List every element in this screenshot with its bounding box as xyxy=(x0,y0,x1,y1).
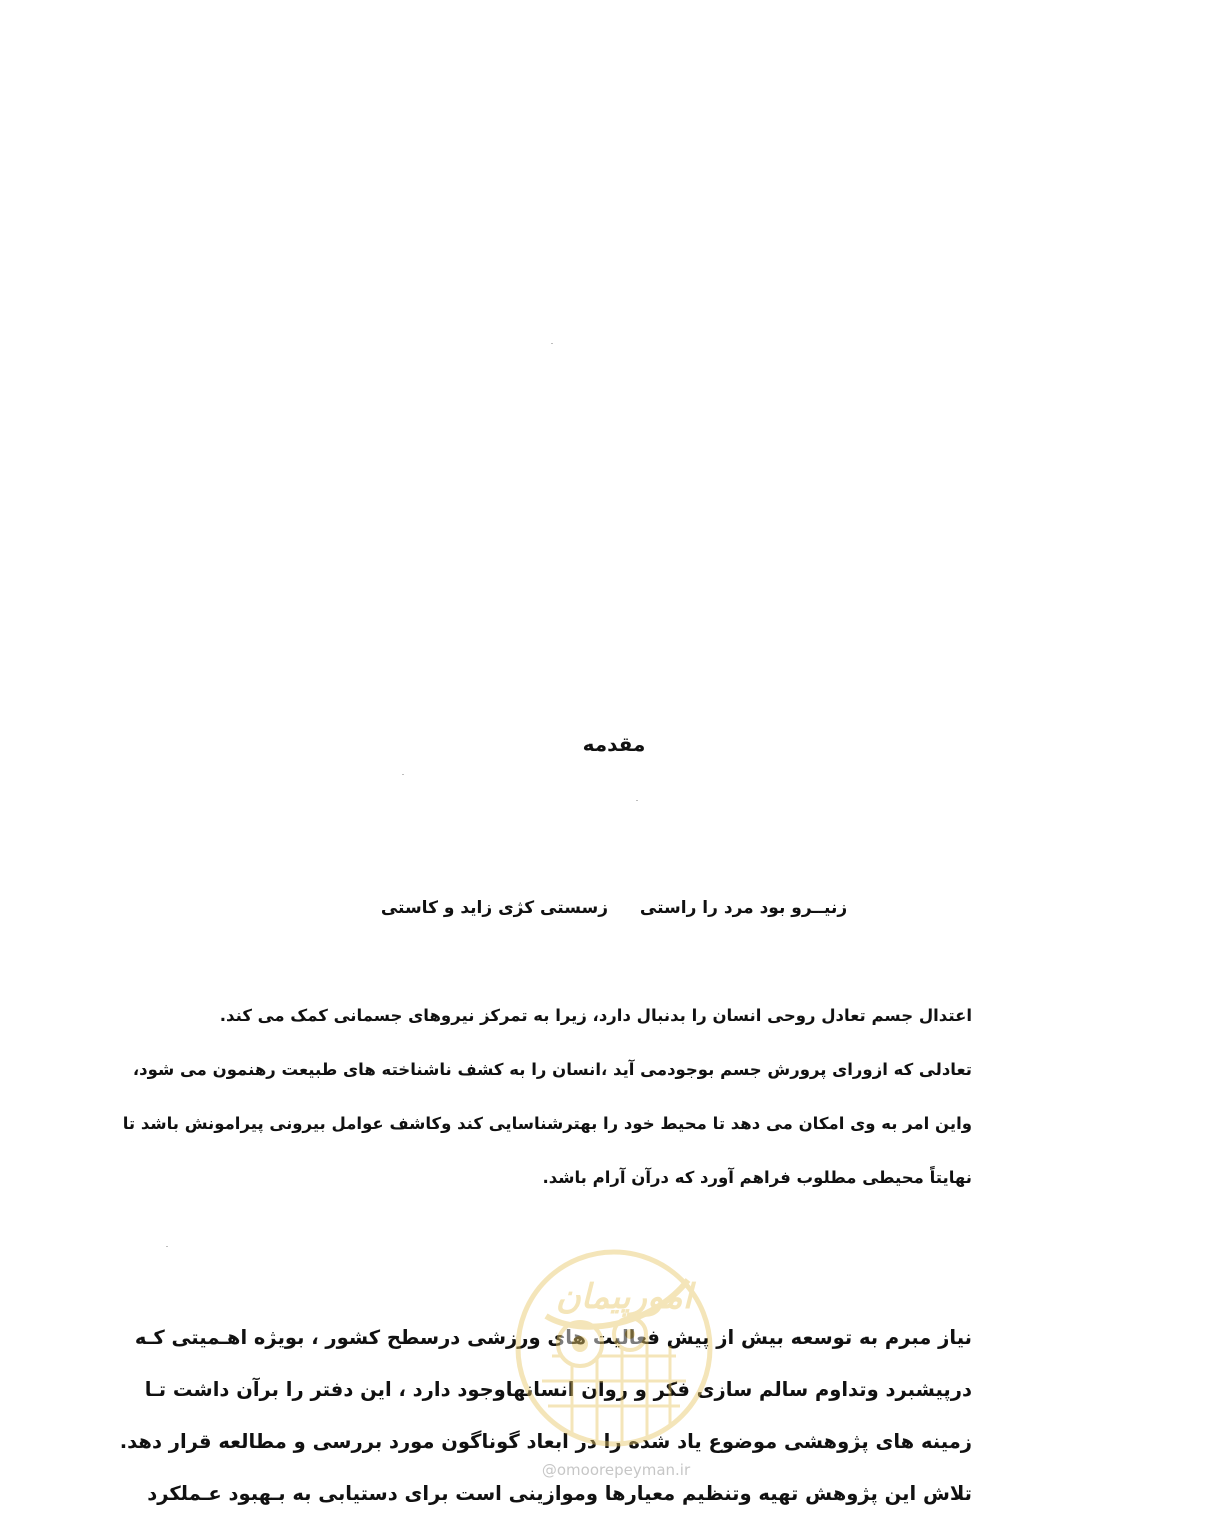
scan-speck xyxy=(551,343,553,344)
intro-line: نهایتاً محیطی مطلوب فراهم آورد که درآن آرام باشد. xyxy=(542,1168,972,1187)
poem-hemistich-1: زنیــرو بود مرد را راستی xyxy=(639,898,848,918)
intro-line: واین امر به وی امکان می دهد تا محیط خود را بهترشناسایی کند وکاشف عوامل بیرونی پیرامونش باشد تا xyxy=(122,1114,972,1133)
body-line: نیاز مبرم به توسعه بیش از پیش فعالیت های ورزشی درسطح کشور ، بویژه اهـمیتی کـه xyxy=(134,1326,972,1349)
poem-hemistich-2: زسستی کژی زاید و کاستی xyxy=(380,898,608,918)
body-line: درپیشبرد وتداوم سالم سازی فکر و روان انسانهاوجود دارد ، این دفتر را برآن داشت تـا xyxy=(144,1378,972,1401)
body-line: تلاش این پژوهش تهیه وتنظیم معیارها وموازینی است برای دستیابی به بـهبود عـملکرد xyxy=(147,1482,972,1505)
poem-verse xyxy=(0,898,1228,918)
section-heading: مقدمه xyxy=(582,732,646,756)
intro-line: تعادلی که ازورای پرورش جسم بوجودمی آید ،انسان را به کشف ناشناخته های طبیعت رهنمون می شود، xyxy=(132,1060,972,1079)
body-paragraph xyxy=(119,1318,972,1526)
intro-paragraph xyxy=(122,996,972,1212)
body-line: زمینه های پژوهشی موضوع یاد شده را در ابعاد گوناگون مورد بررسی و مطالعه قرار دهد. xyxy=(119,1430,972,1453)
watermark-logo-text: امورپیمان xyxy=(555,1277,693,1317)
scan-speck xyxy=(402,774,404,775)
watermark-url: @omoorepeyman.ir xyxy=(541,1461,691,1479)
intro-line: اعتدال جسم تعادل روحی انسان را بدنبال دارد، زیرا به تمرکز نیروهای جسمانی کمک می کند. xyxy=(219,1006,972,1025)
scan-speck xyxy=(636,800,638,801)
scan-speck xyxy=(166,1246,168,1247)
